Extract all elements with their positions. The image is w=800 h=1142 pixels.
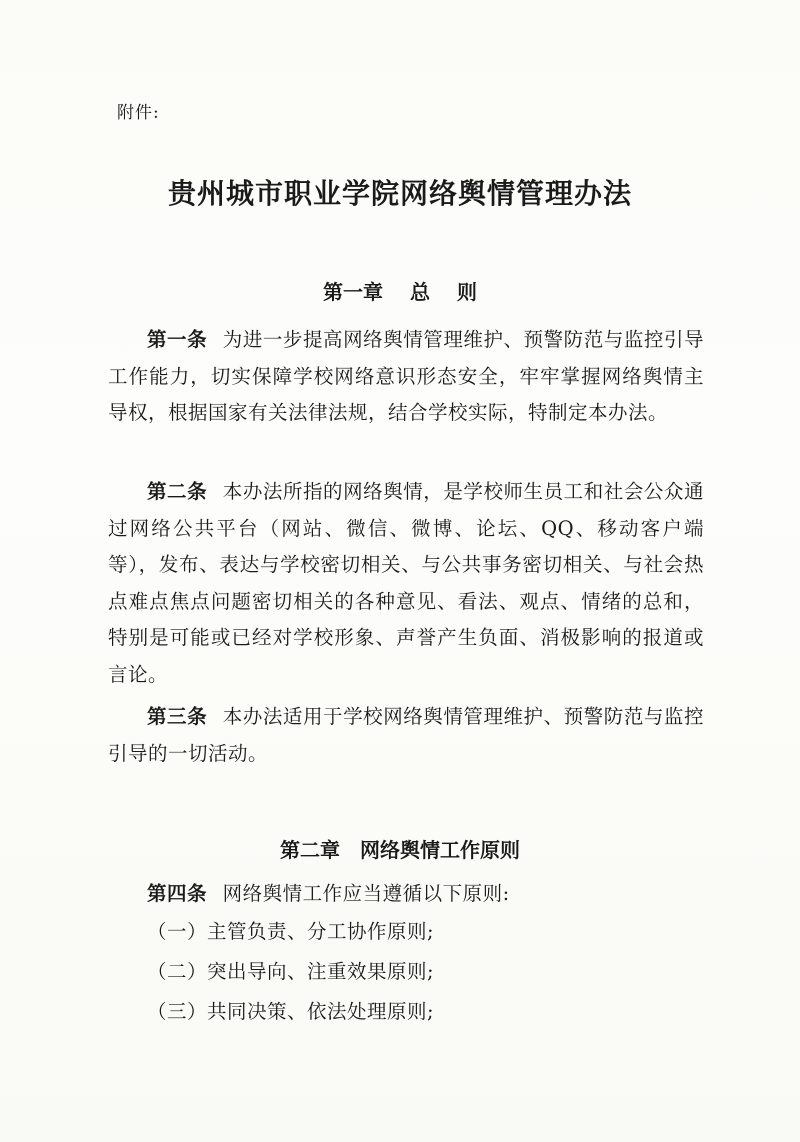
article-paragraph bbox=[108, 876, 704, 913]
article-number: 第四条 bbox=[147, 882, 208, 905]
article-text: 网络舆情工作应当遵循以下原则: bbox=[222, 882, 510, 905]
chapter-heading: 第一章 总 则 bbox=[323, 280, 477, 304]
article-number: 第二条 bbox=[147, 480, 208, 503]
article-paragraph bbox=[108, 699, 704, 772]
article-paragraph bbox=[108, 474, 704, 694]
article-text: 本办法适用于学校网络舆情管理维护、预警防范与监控引导的一切活动。 bbox=[108, 705, 704, 765]
article-text: 本办法所指的网络舆情，是学校师生员工和社会公众通过网络公共平台（网站、微信、微博、论坛、QQ、移动客户端等），发布、表达与学校密切相关、与公共事务密切相关、与社会热点难点焦点问题密切相关的各种意见、看法、观点、情绪的总和，特别是可能或已经对学校形象、声誉产生负面、消极影响的报道或言论。 bbox=[108, 480, 704, 686]
principle-item: （二）突出导向、注重效果原则; bbox=[147, 960, 435, 983]
attachment-label: 附件: bbox=[117, 103, 160, 123]
article-number: 第三条 bbox=[147, 705, 208, 728]
article-text: 为进一步提高网络舆情管理维护、预警防范与监控引导工作能力，切实保障学校网络意识形态安全，牢牢掌握网络舆情主导权，根据国家有关法律法规，结合学校实际，特制定本办法。 bbox=[108, 328, 704, 425]
article-paragraph bbox=[108, 322, 704, 432]
principle-item: （三）共同决策、依法处理原则; bbox=[147, 1000, 435, 1023]
article-number: 第一条 bbox=[147, 328, 208, 351]
document-title: 贵州城市职业学院网络舆情管理办法 bbox=[167, 177, 632, 210]
principle-item: （一）主管负责、分工协作原则; bbox=[147, 920, 435, 943]
chapter-heading: 第二章 网络舆情工作原则 bbox=[280, 838, 520, 862]
